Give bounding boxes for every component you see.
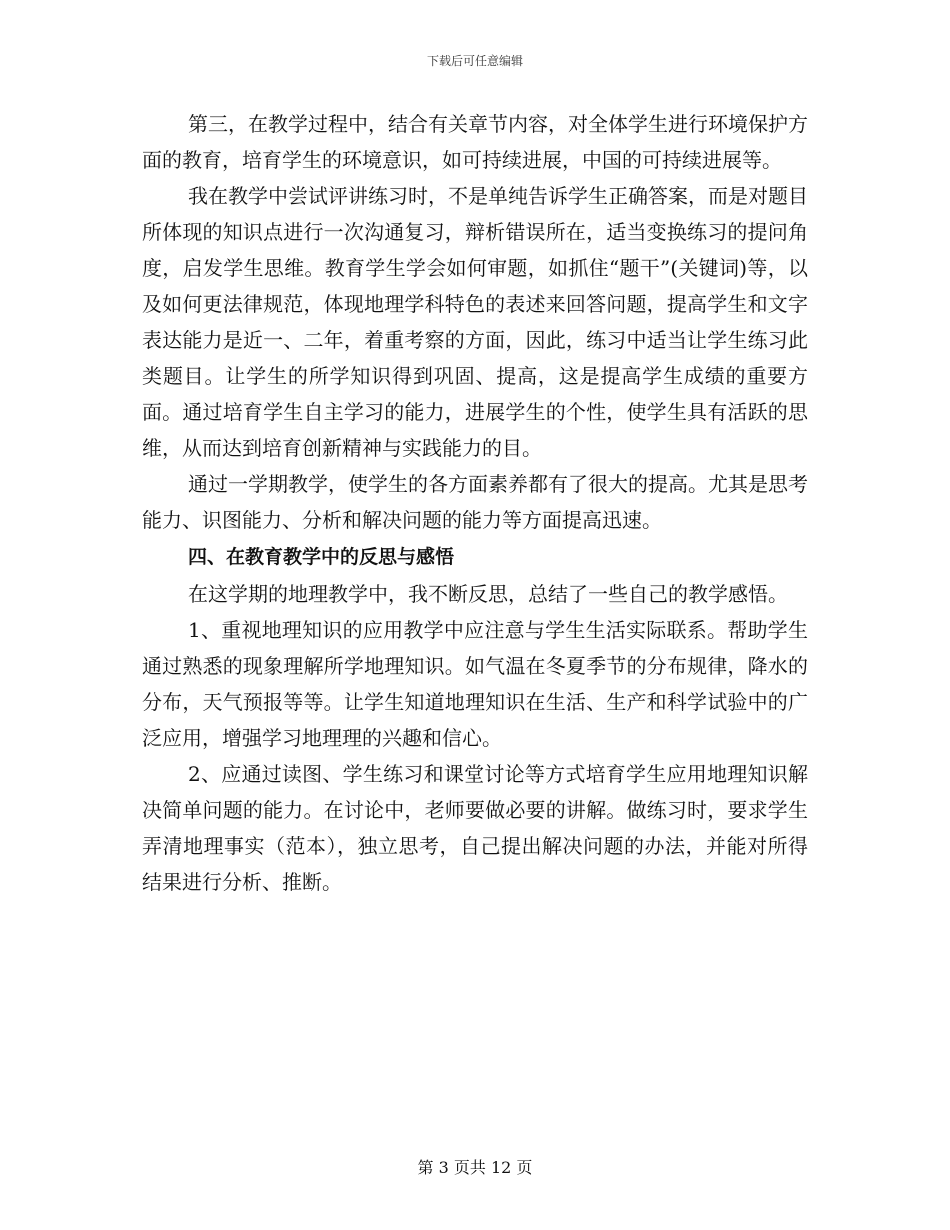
section-heading-reflection: 四、在教育教学中的反思与感悟 [188, 546, 455, 568]
paragraph-exercise-review: 我在教学中尝试评讲练习时，不是单纯告诉学生正确答案，而是对题目所体现的知识点进行一次沟通复习，辩析错误所在，适当变换练习的提问角度，启发学生思维。教育学生学会如何审题，如抓住“题干”(关键词)等，以及如何更法律规范，体现地理学科特色的表述来回答问题，提高学生和文字表达能力是近一、二年，着重考察的方面，因此，练习中适当让学生练习此类题目。让学生的所学知识得到巩固、提高，这是提高学生成绩的重要方面。通过培育学生自主学习的能力，进展学生的个性，使学生具有活跃的思维，从而达到培育创新精神与实践能力的目。 [142, 184, 808, 460]
paragraph-point-2: 2、应通过读图、学生练习和课堂讨论等方式培育学生应用地理知识解决简单问题的能力。在讨论中，老师要做必要的讲解。做练习时，要求学生弄清地理事实（范本），独立思考，自己提出解决问题的办法，并能对所得结果进行分析、推断。 [142, 762, 808, 894]
paragraph-reflection-intro: 在这学期的地理教学中，我不断反思，总结了一些自己的教学感悟。 [188, 582, 788, 606]
page-header: 下载后可任意编辑 [426, 54, 523, 68]
paragraph-point-1: 1、重视地理知识的应用教学中应注意与学生生活实际联系。帮助学生通过熟悉的现象理解所学地理知识。如气温在冬夏季节的分布规律，降水的分布，天气预报等等。让学生知道地理知识在生活、生产和科学试验中的广泛应用，增强学习地理理的兴趣和信心。 [142, 618, 808, 750]
document-body [142, 106, 808, 900]
paragraph-semester-result: 通过一学期教学，使学生的各方面素养都有了很大的提高。尤其是思考能力、识图能力、分析和解决问题的能力等方面提高迅速。 [142, 472, 808, 532]
page-number: 第 3 页共 12 页 [417, 1158, 533, 1177]
paragraph-environment: 第三，在教学过程中，结合有关章节内容，对全体学生进行环境保护方面的教育，培育学生的环境意识，如可持续进展，中国的可持续进展等。 [142, 112, 808, 172]
